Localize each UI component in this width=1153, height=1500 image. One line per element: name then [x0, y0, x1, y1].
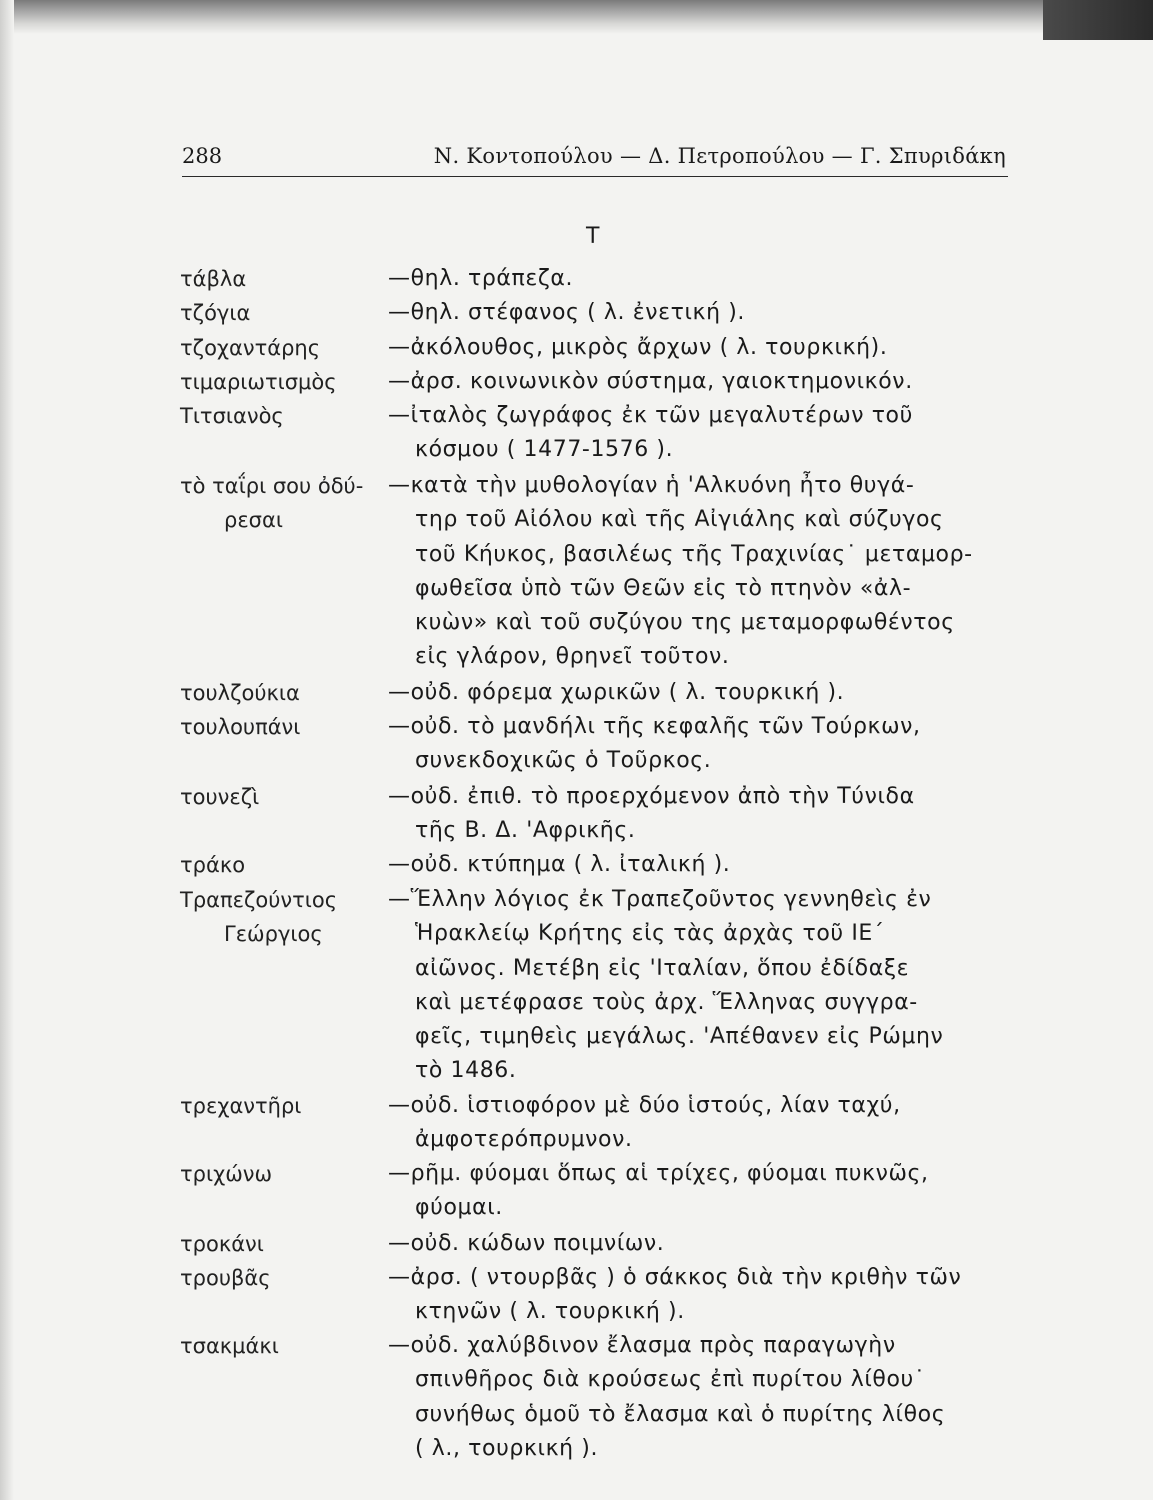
definition-line: φύομαι.: [415, 1195, 503, 1221]
entry-definition: [388, 365, 1006, 399]
entry-definition: [388, 1227, 1006, 1261]
definition-line: φεῖς, τιμηθεὶς μεγάλως. 'Απέθανεν εἰς Ρώμην: [415, 1024, 944, 1050]
definition-line: —οὐδ. κτύπημα ( λ. ἰταλική ).: [388, 852, 731, 877]
entry-definition: [388, 710, 1006, 779]
term-line: τροκάνι: [180, 1232, 264, 1256]
entry-term: [180, 1261, 388, 1295]
term-line: τάβλα: [180, 267, 247, 291]
term-line: τουνεζὶ: [180, 785, 260, 809]
entry-definition: [388, 883, 1006, 1089]
term-line: τσακμάκι: [180, 1334, 279, 1358]
definition-line: —κατὰ τὴν μυθολογίαν ἡ 'Αλκυόνη ἦτο θυγά-: [388, 473, 915, 498]
entry-definition: [388, 469, 1006, 675]
definition-line: τοῦ Κήυκος, βασιλέως τῆς Τραχινίας˙ μεταμορ-: [415, 541, 973, 567]
entry-definition: [388, 1157, 1006, 1226]
page-number: 288: [182, 144, 223, 168]
entry-definition: [388, 331, 1006, 365]
entry-definition: [388, 848, 1006, 882]
term-line: τζόγια: [180, 301, 251, 325]
definition-line: ἀμφοτερόπρυμνον.: [415, 1127, 633, 1153]
term-line: τρουβᾶς: [180, 1266, 271, 1290]
entry-term: [180, 883, 388, 951]
term-line: τουλζούκια: [180, 681, 300, 705]
definition-line: —Ἕλλην λόγιος ἐκ Τραπεζοῦντος γεννηθεὶς ἐν: [388, 887, 932, 912]
entry-term: [180, 262, 388, 296]
definition-line: τῆς Β. Δ. 'Αφρικῆς.: [415, 818, 636, 844]
definition-line: —οὐδ. φόρεμα χωρικῶν ( λ. τουρκική ).: [388, 680, 845, 705]
definition-line: Ἡρακλείῳ Κρήτης εἰς τὰς ἀρχὰς τοῦ ΙΕ΄: [415, 921, 885, 947]
definition-line: —ρῆμ. φύομαι ὅπως αἱ τρίχες, φύομαι πυκνῶς,: [388, 1161, 929, 1186]
entry-term: [180, 331, 388, 365]
term-line: Γεώργιος: [224, 922, 323, 946]
definition-line: ( λ., τουρκική ).: [415, 1435, 599, 1461]
definition-line: τὸ 1486.: [415, 1058, 517, 1084]
entry-definition: [388, 1261, 1006, 1330]
definition-line: κτηνῶν ( λ. τουρκική ).: [415, 1299, 685, 1325]
entry-term: [180, 399, 388, 433]
definition-line: καὶ μετέφρασε τοὺς ἀρχ. Ἕλληνας συγγρα-: [415, 989, 918, 1015]
entry-term: [180, 469, 388, 537]
definition-line: εἰς γλάρον, θρηνεῖ τοῦτον.: [415, 644, 730, 670]
definition-line: —ἀρσ. κοινωνικὸν σύστημα, γαιοκτημονικόν.: [388, 369, 913, 394]
entry-definition: [388, 399, 1006, 468]
definition-line: —θηλ. τράπεζα.: [388, 266, 574, 291]
entry-definition: [388, 676, 1006, 710]
entry-definition: [388, 262, 1006, 296]
definition-line: —ἀρσ. ( ντουρβᾶς ) ὁ σάκκος διὰ τὴν κριθὴν τῶν: [388, 1265, 962, 1290]
definition-line: συνήθως ὁμοῦ τὸ ἔλασμα καὶ ὁ πυρίτης λίθος: [415, 1401, 946, 1427]
running-head: Ν. Κοντοπούλου — Δ. Πετροπούλου — Γ. Σπυριδάκη: [433, 144, 1006, 168]
definition-line: —θηλ. στέφανος ( λ. ἐνετική ).: [388, 300, 745, 325]
entry-definition: [388, 296, 1006, 330]
definition-line: —οὐδ. τὸ μανδήλι τῆς κεφαλῆς τῶν Τούρκων,: [388, 714, 921, 739]
entry-term: [180, 676, 388, 710]
definition-line: κυὼν» καὶ τοῦ συζύγου της μεταμορφωθέντος: [415, 610, 955, 636]
entry-term: [180, 365, 388, 399]
term-line: τρεχαντῆρι: [180, 1094, 302, 1118]
entry-term: [180, 780, 388, 814]
term-line: τουλουπάνι: [180, 715, 301, 739]
entry-term: [180, 1157, 388, 1191]
scan-corner-shadow: [1043, 0, 1153, 40]
term-line: τζοχαντάρης: [180, 336, 321, 360]
entry-term: [180, 1089, 388, 1123]
definition-line: —ἀκόλουθος, μικρὸς ἄρχων ( λ. τουρκική).: [388, 335, 888, 360]
page-header: [182, 140, 1008, 177]
definition-line: —οὐδ. ἐπιθ. τὸ προερχόμενον ἀπὸ τὴν Τύνιδα: [388, 784, 915, 809]
term-line: Τραπεζούντιος: [180, 888, 338, 912]
entry-term: [180, 1329, 388, 1363]
definition-line: —οὐδ. χαλύβδινον ἔλασμα πρὸς παραγωγὴν: [388, 1333, 896, 1358]
definition-line: συνεκδοχικῶς ὁ Τοῦρκος.: [415, 748, 712, 774]
definition-line: —ἰταλὸς ζωγράφος ἐκ τῶν μεγαλυτέρων τοῦ: [388, 403, 913, 428]
term-line: Τιτσιανὸς: [180, 404, 284, 428]
entry-term: [180, 296, 388, 330]
term-line: τράκο: [180, 853, 246, 877]
definition-line: —οὐδ. ἱστιοφόρον μὲ δύο ἱστούς, λίαν ταχύ,: [388, 1093, 901, 1118]
term-line: τριχώνω: [180, 1162, 273, 1186]
scan-left-edge: [0, 0, 14, 1500]
term-line: τὸ ταΐρι σου ὀδύ-: [180, 474, 364, 498]
section-letter: Τ: [586, 224, 600, 249]
definition-line: σπινθῆρος διὰ κρούσεως ἐπὶ πυρίτου λίθου˙: [415, 1367, 926, 1393]
term-line: ρεσαι: [224, 508, 283, 532]
definition-line: φωθεῖσα ὑπὸ τῶν Θεῶν εἰς τὸ πτηνὸν «ἀλ-: [415, 575, 912, 601]
scan-top-edge: [0, 0, 1153, 34]
entry-definition: [388, 780, 1006, 849]
term-line: τιμαριωτισμὸς: [180, 370, 337, 394]
entry-definition: [388, 1089, 1006, 1158]
definition-line: τηρ τοῦ Αἰόλου καὶ τῆς Αἰγιάλης καὶ σύζυγος: [415, 507, 944, 533]
entry-term: [180, 1227, 388, 1261]
entry-term: [180, 710, 388, 744]
definition-line: —οὐδ. κώδων ποιμνίων.: [388, 1231, 665, 1256]
definition-line: αἰῶνος. Μετέβη εἰς 'Ιταλίαν, ὅπου ἐδίδαξε: [415, 955, 910, 981]
entry-definition: [388, 1329, 1006, 1466]
entry-term: [180, 848, 388, 882]
definition-line: κόσμου ( 1477-1576 ).: [415, 437, 674, 463]
